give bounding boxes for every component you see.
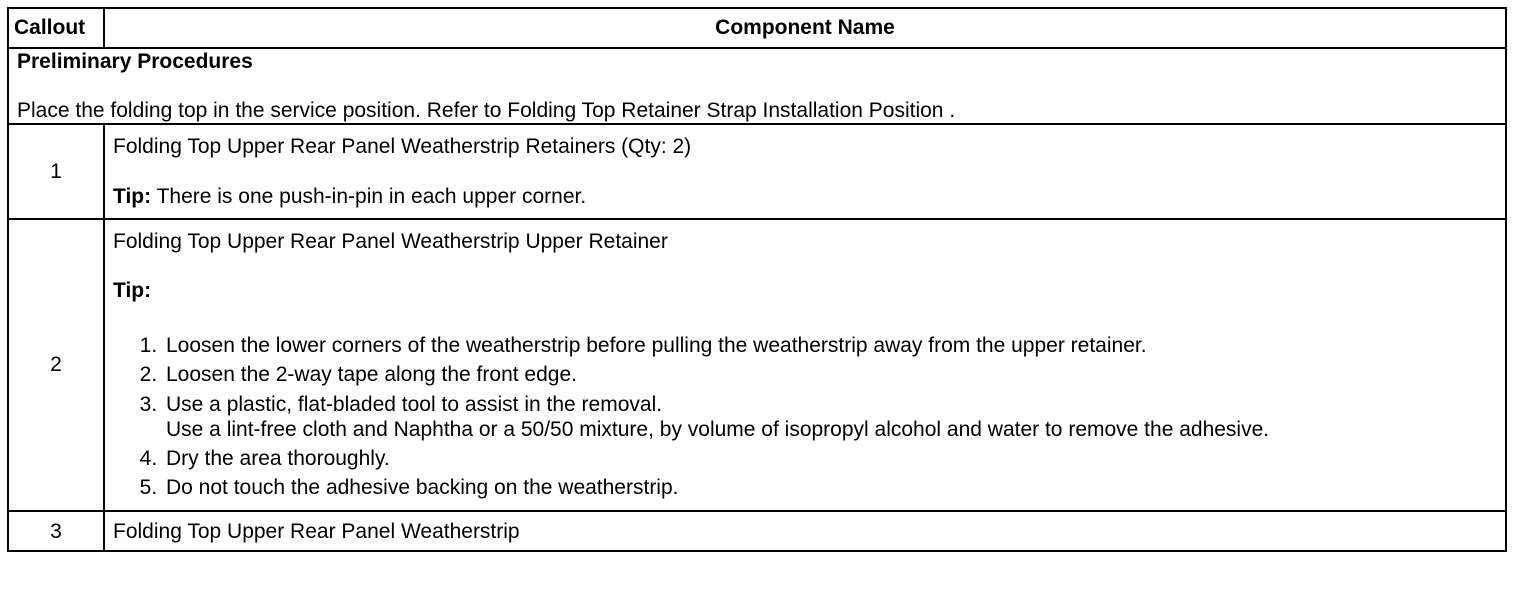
procedure-table <box>7 7 1507 552</box>
callout-number: 3 <box>8 511 104 551</box>
preliminary-procedures-text: Place the folding top in the service position. Refer to Folding Top Retainer Strap Installation Position . <box>17 99 956 123</box>
table-row <box>8 124 1506 218</box>
callout-number: 2 <box>8 219 104 512</box>
tip-steps-list <box>113 333 1497 500</box>
component-name: Folding Top Upper Rear Panel Weatherstrip Retainers (Qty: 2) <box>113 135 692 159</box>
component-name-column-header: Component Name <box>104 8 1506 48</box>
tip-step: 5. Do not touch the adhesive backing on the weatherstrip. <box>163 475 1497 500</box>
tip-step: 1. Loosen the lower corners of the weatherstrip before pulling the weatherstrip away from the upper retainer. <box>163 333 1497 358</box>
preliminary-procedures-title: Preliminary Procedures <box>17 50 253 73</box>
tip-text: There is one push-in-pin in each upper corner. <box>156 184 587 208</box>
component-name: Folding Top Upper Rear Panel Weatherstrip <box>104 511 1506 551</box>
tip-step: 4. Dry the area thoroughly. <box>163 446 1497 471</box>
table-header-row <box>8 8 1506 48</box>
callout-column-header: Callout <box>8 8 104 48</box>
preliminary-procedures-row <box>8 48 1506 124</box>
tip-line <box>113 184 1497 209</box>
tip-label: Tip: <box>113 278 152 302</box>
table-row <box>8 219 1506 512</box>
tip-label: Tip: <box>113 184 152 208</box>
table-row <box>8 511 1506 551</box>
component-name: Folding Top Upper Rear Panel Weatherstrip Upper Retainer <box>113 229 668 253</box>
tip-step-subtext: Use a lint-free cloth and Naphtha or a 50/50 mixture, by volume of isopropyl alcohol and water to remove the adhesive. <box>166 417 1270 441</box>
tip-step <box>163 392 1497 442</box>
tip-step-text: Use a plastic, flat-bladed tool to assist in the removal. <box>166 392 663 416</box>
callout-number: 1 <box>8 124 104 218</box>
tip-step: 2. Loosen the 2-way tape along the front edge. <box>163 362 1497 387</box>
